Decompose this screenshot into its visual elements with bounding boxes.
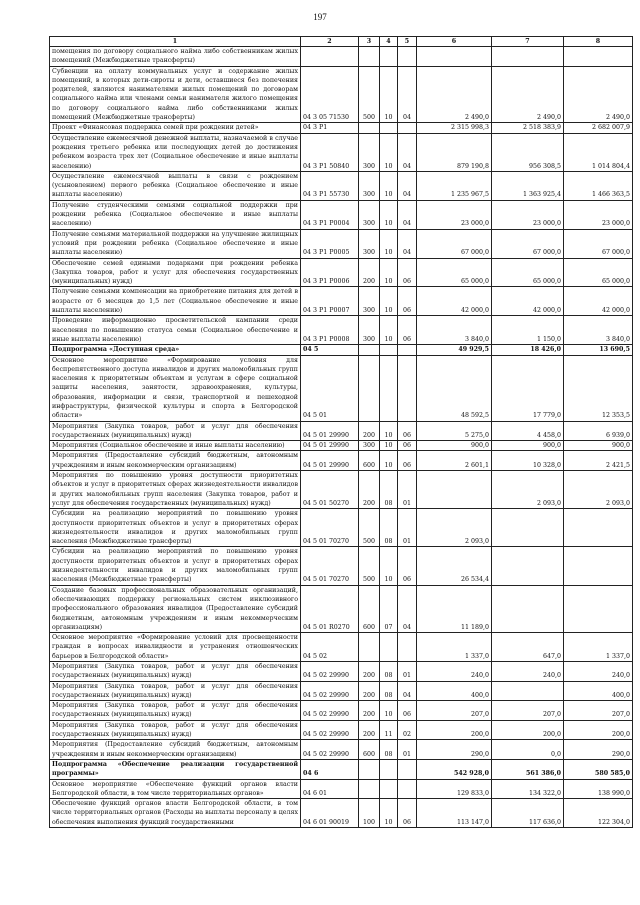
subsection-code: 06 (398, 451, 417, 471)
amount-year-2: 647,0 (492, 633, 564, 662)
subsection-code: 06 (398, 547, 417, 585)
row-description: Мероприятия (Социальное обеспечение и иные выплаты населению) (50, 441, 301, 451)
amount-year-3: 290,0 (564, 740, 633, 760)
budget-table (49, 36, 633, 828)
amount-year-3: 65 000,0 (564, 258, 633, 287)
amount-year-1: 2 315 998,3 (417, 123, 492, 133)
amount-year-3: 23 000,0 (564, 200, 633, 229)
budget-code: 04 5 02 29990 (301, 662, 359, 682)
subsection-code: 04 (398, 585, 417, 632)
expense-type (359, 355, 380, 421)
section-code: 10 (380, 66, 398, 123)
amount-year-2: 10 328,0 (492, 451, 564, 471)
expense-type: 500 (359, 547, 380, 585)
amount-year-3: 200,0 (564, 720, 633, 740)
amount-year-2: 2 518 383,9 (492, 123, 564, 133)
subsection-code: 06 (398, 258, 417, 287)
budget-code: 04 5 01 29990 (301, 421, 359, 441)
budget-code: 04 5 02 29990 (301, 701, 359, 721)
expense-type: 200 (359, 421, 380, 441)
amount-year-2: 0,0 (492, 740, 564, 760)
amount-year-1: 400,0 (417, 681, 492, 701)
budget-code: 04 6 01 90019 (301, 799, 359, 828)
amount-year-2: 956 308,5 (492, 133, 564, 171)
expense-type: 300 (359, 171, 380, 200)
amount-year-1: 5 275,0 (417, 421, 492, 441)
subsection-code: 04 (398, 171, 417, 200)
amount-year-1: 48 592,5 (417, 355, 492, 421)
budget-code: 04 5 01 70270 (301, 547, 359, 585)
row-description: Проект «Финансовая поддержка семей при рождении детей» (50, 123, 301, 133)
expense-type: 600 (359, 585, 380, 632)
amount-year-1: 900,0 (417, 441, 492, 451)
amount-year-3 (564, 547, 633, 585)
table-row (50, 585, 633, 632)
table-row (50, 701, 633, 721)
budget-code: 04 5 01 70270 (301, 509, 359, 547)
amount-year-2: 4 458,0 (492, 421, 564, 441)
section-code: 10 (380, 133, 398, 171)
amount-year-2 (492, 681, 564, 701)
amount-year-3: 1 337,0 (564, 633, 633, 662)
page-number: 197 (313, 12, 327, 22)
row-description: Получение студенческими семьями социальной поддержки при рождении ребенка (Социальное обеспечение и иные выплаты населению) (50, 200, 301, 229)
table-row (50, 740, 633, 760)
column-header: 8 (564, 37, 633, 47)
amount-year-3: 3 840,0 (564, 316, 633, 345)
budget-code: 04 6 (301, 759, 359, 779)
section-code: 10 (380, 229, 398, 258)
subsection-code (398, 779, 417, 799)
amount-year-2: 1 150,0 (492, 316, 564, 345)
amount-year-3: 400,0 (564, 681, 633, 701)
table-row (50, 441, 633, 451)
amount-year-1: 290,0 (417, 740, 492, 760)
amount-year-3: 580 585,0 (564, 759, 633, 779)
subsection-code: 06 (398, 701, 417, 721)
expense-type (359, 123, 380, 133)
amount-year-1: 11 189,0 (417, 585, 492, 632)
expense-type: 300 (359, 441, 380, 451)
expense-type: 300 (359, 133, 380, 171)
amount-year-2 (492, 547, 564, 585)
column-header: 2 (301, 37, 359, 47)
budget-code (301, 47, 359, 67)
row-description: Субсидии на реализацию мероприятий по повышению уровня доступности приоритетных объектов и услуг в приоритетных сферах жизнедеятельности инвалидов и других маломобильных групп населения (Межбюджетные трансферты) (50, 509, 301, 547)
budget-code: 04 3 05 71530 (301, 66, 359, 123)
expense-type: 200 (359, 258, 380, 287)
amount-year-3 (564, 585, 633, 632)
amount-year-2: 18 426,0 (492, 345, 564, 355)
amount-year-1: 2 093,0 (417, 509, 492, 547)
amount-year-1: 129 833,0 (417, 779, 492, 799)
expense-type: 200 (359, 471, 380, 509)
amount-year-1 (417, 471, 492, 509)
amount-year-1: 113 147,0 (417, 799, 492, 828)
amount-year-1: 542 928,0 (417, 759, 492, 779)
row-description: Получение семьями материальной поддержки на улучшение жилищных условий при рождении ребенка (Социальное обеспечение и иные выплаты населению) (50, 229, 301, 258)
section-code: 10 (380, 547, 398, 585)
budget-code: 04 5 01 50270 (301, 471, 359, 509)
table-row (50, 779, 633, 799)
table-row (50, 133, 633, 171)
row-description: Субсидии на реализацию мероприятий по повышению уровня доступности приоритетных объектов и услуг в приоритетных сферах жизнедеятельности инвалидов и других маломобильных групп населения (Межбюджетные трансферты) (50, 547, 301, 585)
section-code (380, 355, 398, 421)
expense-type: 500 (359, 66, 380, 123)
amount-year-2: 2 093,0 (492, 471, 564, 509)
amount-year-2 (492, 509, 564, 547)
subsection-code: 04 (398, 229, 417, 258)
amount-year-1: 240,0 (417, 662, 492, 682)
subsection-code: 01 (398, 509, 417, 547)
expense-type (359, 779, 380, 799)
amount-year-2: 117 636,0 (492, 799, 564, 828)
row-description: Основное мероприятие «Формирование условия для беспрепятственного доступа инвалидов и других маломобильных групп населения к приоритетным объектам и услугам в сфере социальной защиты населения, занятости, здравоохранения, культуры, образования, информации и связи, транспортной и пешеходной инфраструктуры, физической культуры и спорта в Белгородской области» (50, 355, 301, 421)
amount-year-3: 900,0 (564, 441, 633, 451)
row-description: Субвенции на оплату коммунальных услуг и содержание жилых помещений, в которых дети-сироты и дети, оставшиеся без попечения родителей, являются нанимателями жилых помещений по договорам социального найма или членами семьи нанимателя жилого помещения по договору социального найма либо собственниками жилых помещений (Межбюджетные трансферты) (50, 66, 301, 123)
table-row (50, 345, 633, 355)
amount-year-1: 1 235 967,5 (417, 171, 492, 200)
subsection-code: 06 (398, 799, 417, 828)
section-code: 07 (380, 585, 398, 632)
table-row (50, 287, 633, 316)
section-code (380, 759, 398, 779)
subsection-code: 01 (398, 662, 417, 682)
table-row (50, 681, 633, 701)
subsection-code: 04 (398, 133, 417, 171)
column-header: 1 (50, 37, 301, 47)
table-row (50, 509, 633, 547)
expense-type: 300 (359, 287, 380, 316)
budget-code: 04 5 (301, 345, 359, 355)
amount-year-1: 3 840,0 (417, 316, 492, 345)
expense-type: 200 (359, 681, 380, 701)
section-code (380, 633, 398, 662)
expense-type: 300 (359, 229, 380, 258)
column-header: 3 (359, 37, 380, 47)
section-code: 10 (380, 441, 398, 451)
amount-year-3: 122 304,0 (564, 799, 633, 828)
expense-type: 200 (359, 701, 380, 721)
table-row (50, 200, 633, 229)
budget-code: 04 3 P1 P0008 (301, 316, 359, 345)
subsection-code: 04 (398, 200, 417, 229)
amount-year-3: 1 466 363,5 (564, 171, 633, 200)
budget-code: 04 5 01 29990 (301, 441, 359, 451)
budget-code: 04 3 P1 P0007 (301, 287, 359, 316)
amount-year-1: 2 601,1 (417, 451, 492, 471)
table-row (50, 471, 633, 509)
section-code: 10 (380, 316, 398, 345)
subsection-code: 06 (398, 441, 417, 451)
table-row (50, 355, 633, 421)
amount-year-1: 49 929,5 (417, 345, 492, 355)
budget-code: 04 3 P1 P0004 (301, 200, 359, 229)
section-code: 10 (380, 421, 398, 441)
budget-code: 04 6 01 (301, 779, 359, 799)
column-header: 6 (417, 37, 492, 47)
section-code: 10 (380, 701, 398, 721)
table-row (50, 451, 633, 471)
amount-year-3 (564, 47, 633, 67)
amount-year-3: 138 990,0 (564, 779, 633, 799)
budget-code: 04 3 P1 P0006 (301, 258, 359, 287)
expense-type (359, 759, 380, 779)
table-row (50, 47, 633, 67)
budget-code: 04 5 02 (301, 633, 359, 662)
expense-type (359, 633, 380, 662)
subsection-code: 04 (398, 681, 417, 701)
amount-year-1: 879 190,8 (417, 133, 492, 171)
table-row (50, 229, 633, 258)
table-row (50, 316, 633, 345)
section-code: 10 (380, 451, 398, 471)
row-description: Проведение информационно просветительской кампании среди населения по повышению статуса семьи (Социальное обеспечение и иные выплаты населению) (50, 316, 301, 345)
row-description: Создание базовых профессиональных образовательных организаций, обеспечивающих поддержку региональных систем инклюзивного профессионального образования инвалидов (Предоставление субсидий бюджетным, автономным учреждениям и иным некоммерческим организациям) (50, 585, 301, 632)
amount-year-3: 13 690,5 (564, 345, 633, 355)
subsection-code (398, 633, 417, 662)
row-description: Осуществление ежемесячной денежной выплаты, назначаемой в случае рождения третьего ребенка или последующих детей до достижения ребенком возраста трех лет (Социальное обеспечение и иные выплаты населению) (50, 133, 301, 171)
section-code: 08 (380, 471, 398, 509)
section-code: 10 (380, 799, 398, 828)
section-code: 10 (380, 287, 398, 316)
amount-year-1 (417, 47, 492, 67)
amount-year-2 (492, 47, 564, 67)
row-description: Обеспечение функций органов власти Белгородской области, в том числе территориальных органов (Расходы на выплаты персоналу в целях обеспечения выполнения функций государственными (50, 799, 301, 828)
expense-type (359, 345, 380, 355)
row-description: Мероприятия (Закупка товаров, работ и услуг для обеспечения государственных (муниципальных) нужд) (50, 681, 301, 701)
expense-type: 600 (359, 451, 380, 471)
section-code (380, 345, 398, 355)
amount-year-1: 200,0 (417, 720, 492, 740)
amount-year-2: 42 000,0 (492, 287, 564, 316)
amount-year-2 (492, 585, 564, 632)
amount-year-1: 2 490,0 (417, 66, 492, 123)
row-description: Получение семьями компенсации на приобретение питания для детей в возрасте от 6 месяцев до 1,5 лет (Социальное обеспечение и иные выплаты населению) (50, 287, 301, 316)
amount-year-2: 200,0 (492, 720, 564, 740)
amount-year-3: 2 421,5 (564, 451, 633, 471)
row-description: Обеспечение семей едиными подарками при рождении ребенка (Закупка товаров, работ и услуг для обеспечения государственных (муниципальных) нужд) (50, 258, 301, 287)
amount-year-1: 67 000,0 (417, 229, 492, 258)
subsection-code: 01 (398, 740, 417, 760)
table-row (50, 759, 633, 779)
table-row (50, 421, 633, 441)
amount-year-3: 240,0 (564, 662, 633, 682)
row-description: помещения по договору социального найма либо собственникам жилых помещений (Межбюджетные трансферты) (50, 47, 301, 67)
amount-year-3: 2 093,0 (564, 471, 633, 509)
table-row (50, 171, 633, 200)
subsection-code: 01 (398, 471, 417, 509)
section-code: 10 (380, 200, 398, 229)
amount-year-1: 26 534,4 (417, 547, 492, 585)
expense-type (359, 47, 380, 67)
budget-code: 04 3 P1 (301, 123, 359, 133)
expense-type: 300 (359, 200, 380, 229)
amount-year-1: 1 337,0 (417, 633, 492, 662)
section-code: 11 (380, 720, 398, 740)
subsection-code: 04 (398, 66, 417, 123)
row-description: Основное мероприятие «Формирование условий для просвещенности граждан в вопросах инвалидности и устранения отношенческих барьеров в Белгородской области» (50, 633, 301, 662)
subsection-code: 06 (398, 287, 417, 316)
amount-year-2: 17 779,0 (492, 355, 564, 421)
row-description: Мероприятия (Закупка товаров, работ и услуг для обеспечения государственных (муниципальных) нужд) (50, 720, 301, 740)
subsection-code: 02 (398, 720, 417, 740)
amount-year-2: 65 000,0 (492, 258, 564, 287)
subsection-code (398, 759, 417, 779)
budget-code: 04 3 P1 50840 (301, 133, 359, 171)
amount-year-1: 65 000,0 (417, 258, 492, 287)
amount-year-1: 23 000,0 (417, 200, 492, 229)
amount-year-2: 1 363 925,4 (492, 171, 564, 200)
budget-code: 04 3 P1 P0005 (301, 229, 359, 258)
table-row (50, 66, 633, 123)
subsection-code: 06 (398, 421, 417, 441)
budget-code: 04 3 P1 55730 (301, 171, 359, 200)
amount-year-2: 207,0 (492, 701, 564, 721)
table-row (50, 799, 633, 828)
expense-type: 500 (359, 509, 380, 547)
row-description: Мероприятия по повышению уровня доступности приоритетных объектов и услуг в приоритетных сферах жизнедеятельности инвалидов и других маломобильных групп населения (Закупка товаров, работ и услуг для обеспечения государственных (муниципальных) нужд) (50, 471, 301, 509)
row-description: Основное мероприятие «Обеспечение функций органов власти Белгородской области, в том числе территориальных органов» (50, 779, 301, 799)
amount-year-2: 134 322,0 (492, 779, 564, 799)
section-code: 08 (380, 662, 398, 682)
budget-code: 04 5 02 29990 (301, 681, 359, 701)
table-row (50, 123, 633, 133)
budget-code: 04 5 01 R0270 (301, 585, 359, 632)
subsection-code (398, 123, 417, 133)
column-number-row (50, 37, 633, 47)
subsection-code (398, 345, 417, 355)
row-description: Подпрограмма «Обеспечение реализации государственной программы» (50, 759, 301, 779)
section-code: 10 (380, 258, 398, 287)
section-code: 08 (380, 681, 398, 701)
budget-code: 04 5 02 29990 (301, 740, 359, 760)
amount-year-2: 23 000,0 (492, 200, 564, 229)
amount-year-3: 2 682 007,9 (564, 123, 633, 133)
column-header: 4 (380, 37, 398, 47)
row-description: Осуществление ежемесячной выплаты в связи с рождением (усыновлением) первого ребенка (Социальное обеспечение и иные выплаты населению) (50, 171, 301, 200)
subsection-code: 06 (398, 316, 417, 345)
row-description: Мероприятия (Закупка товаров, работ и услуг для обеспечения государственных (муниципальных) нужд) (50, 701, 301, 721)
table-row (50, 633, 633, 662)
amount-year-3 (564, 509, 633, 547)
amount-year-3: 207,0 (564, 701, 633, 721)
amount-year-2: 900,0 (492, 441, 564, 451)
section-code (380, 123, 398, 133)
amount-year-1: 207,0 (417, 701, 492, 721)
amount-year-3: 67 000,0 (564, 229, 633, 258)
subsection-code (398, 47, 417, 67)
amount-year-1: 42 000,0 (417, 287, 492, 316)
expense-type: 300 (359, 316, 380, 345)
amount-year-3: 42 000,0 (564, 287, 633, 316)
row-description: Мероприятия (Предоставление субсидий бюджетным, автономным учреждениям и иным некоммерческим организациям) (50, 451, 301, 471)
budget-code: 04 5 01 (301, 355, 359, 421)
amount-year-3: 6 939,0 (564, 421, 633, 441)
row-description: Мероприятия (Закупка товаров, работ и услуг для обеспечения государственных (муниципальных) нужд) (50, 662, 301, 682)
table-row (50, 720, 633, 740)
amount-year-3: 1 014 804,4 (564, 133, 633, 171)
expense-type: 100 (359, 799, 380, 828)
table-row (50, 547, 633, 585)
amount-year-3: 12 353,5 (564, 355, 633, 421)
column-header: 5 (398, 37, 417, 47)
expense-type: 600 (359, 740, 380, 760)
expense-type: 200 (359, 662, 380, 682)
row-description: Подпрограмма «Доступная среда» (50, 345, 301, 355)
section-code (380, 779, 398, 799)
subsection-code (398, 355, 417, 421)
section-code: 08 (380, 740, 398, 760)
amount-year-2: 561 386,0 (492, 759, 564, 779)
row-description: Мероприятия (Закупка товаров, работ и услуг для обеспечения государственных (муниципальных) нужд) (50, 421, 301, 441)
expense-type: 200 (359, 720, 380, 740)
column-header: 7 (492, 37, 564, 47)
table-row (50, 662, 633, 682)
amount-year-2: 240,0 (492, 662, 564, 682)
budget-code: 04 5 02 29990 (301, 720, 359, 740)
amount-year-2: 67 000,0 (492, 229, 564, 258)
row-description: Мероприятия (Предоставление субсидий бюджетным, автономным учреждениям и иным некоммерческим организациям) (50, 740, 301, 760)
table-row (50, 258, 633, 287)
section-code: 08 (380, 509, 398, 547)
section-code: 10 (380, 171, 398, 200)
amount-year-3: 2 490,0 (564, 66, 633, 123)
amount-year-2: 2 490,0 (492, 66, 564, 123)
budget-code: 04 5 01 29990 (301, 451, 359, 471)
section-code (380, 47, 398, 67)
